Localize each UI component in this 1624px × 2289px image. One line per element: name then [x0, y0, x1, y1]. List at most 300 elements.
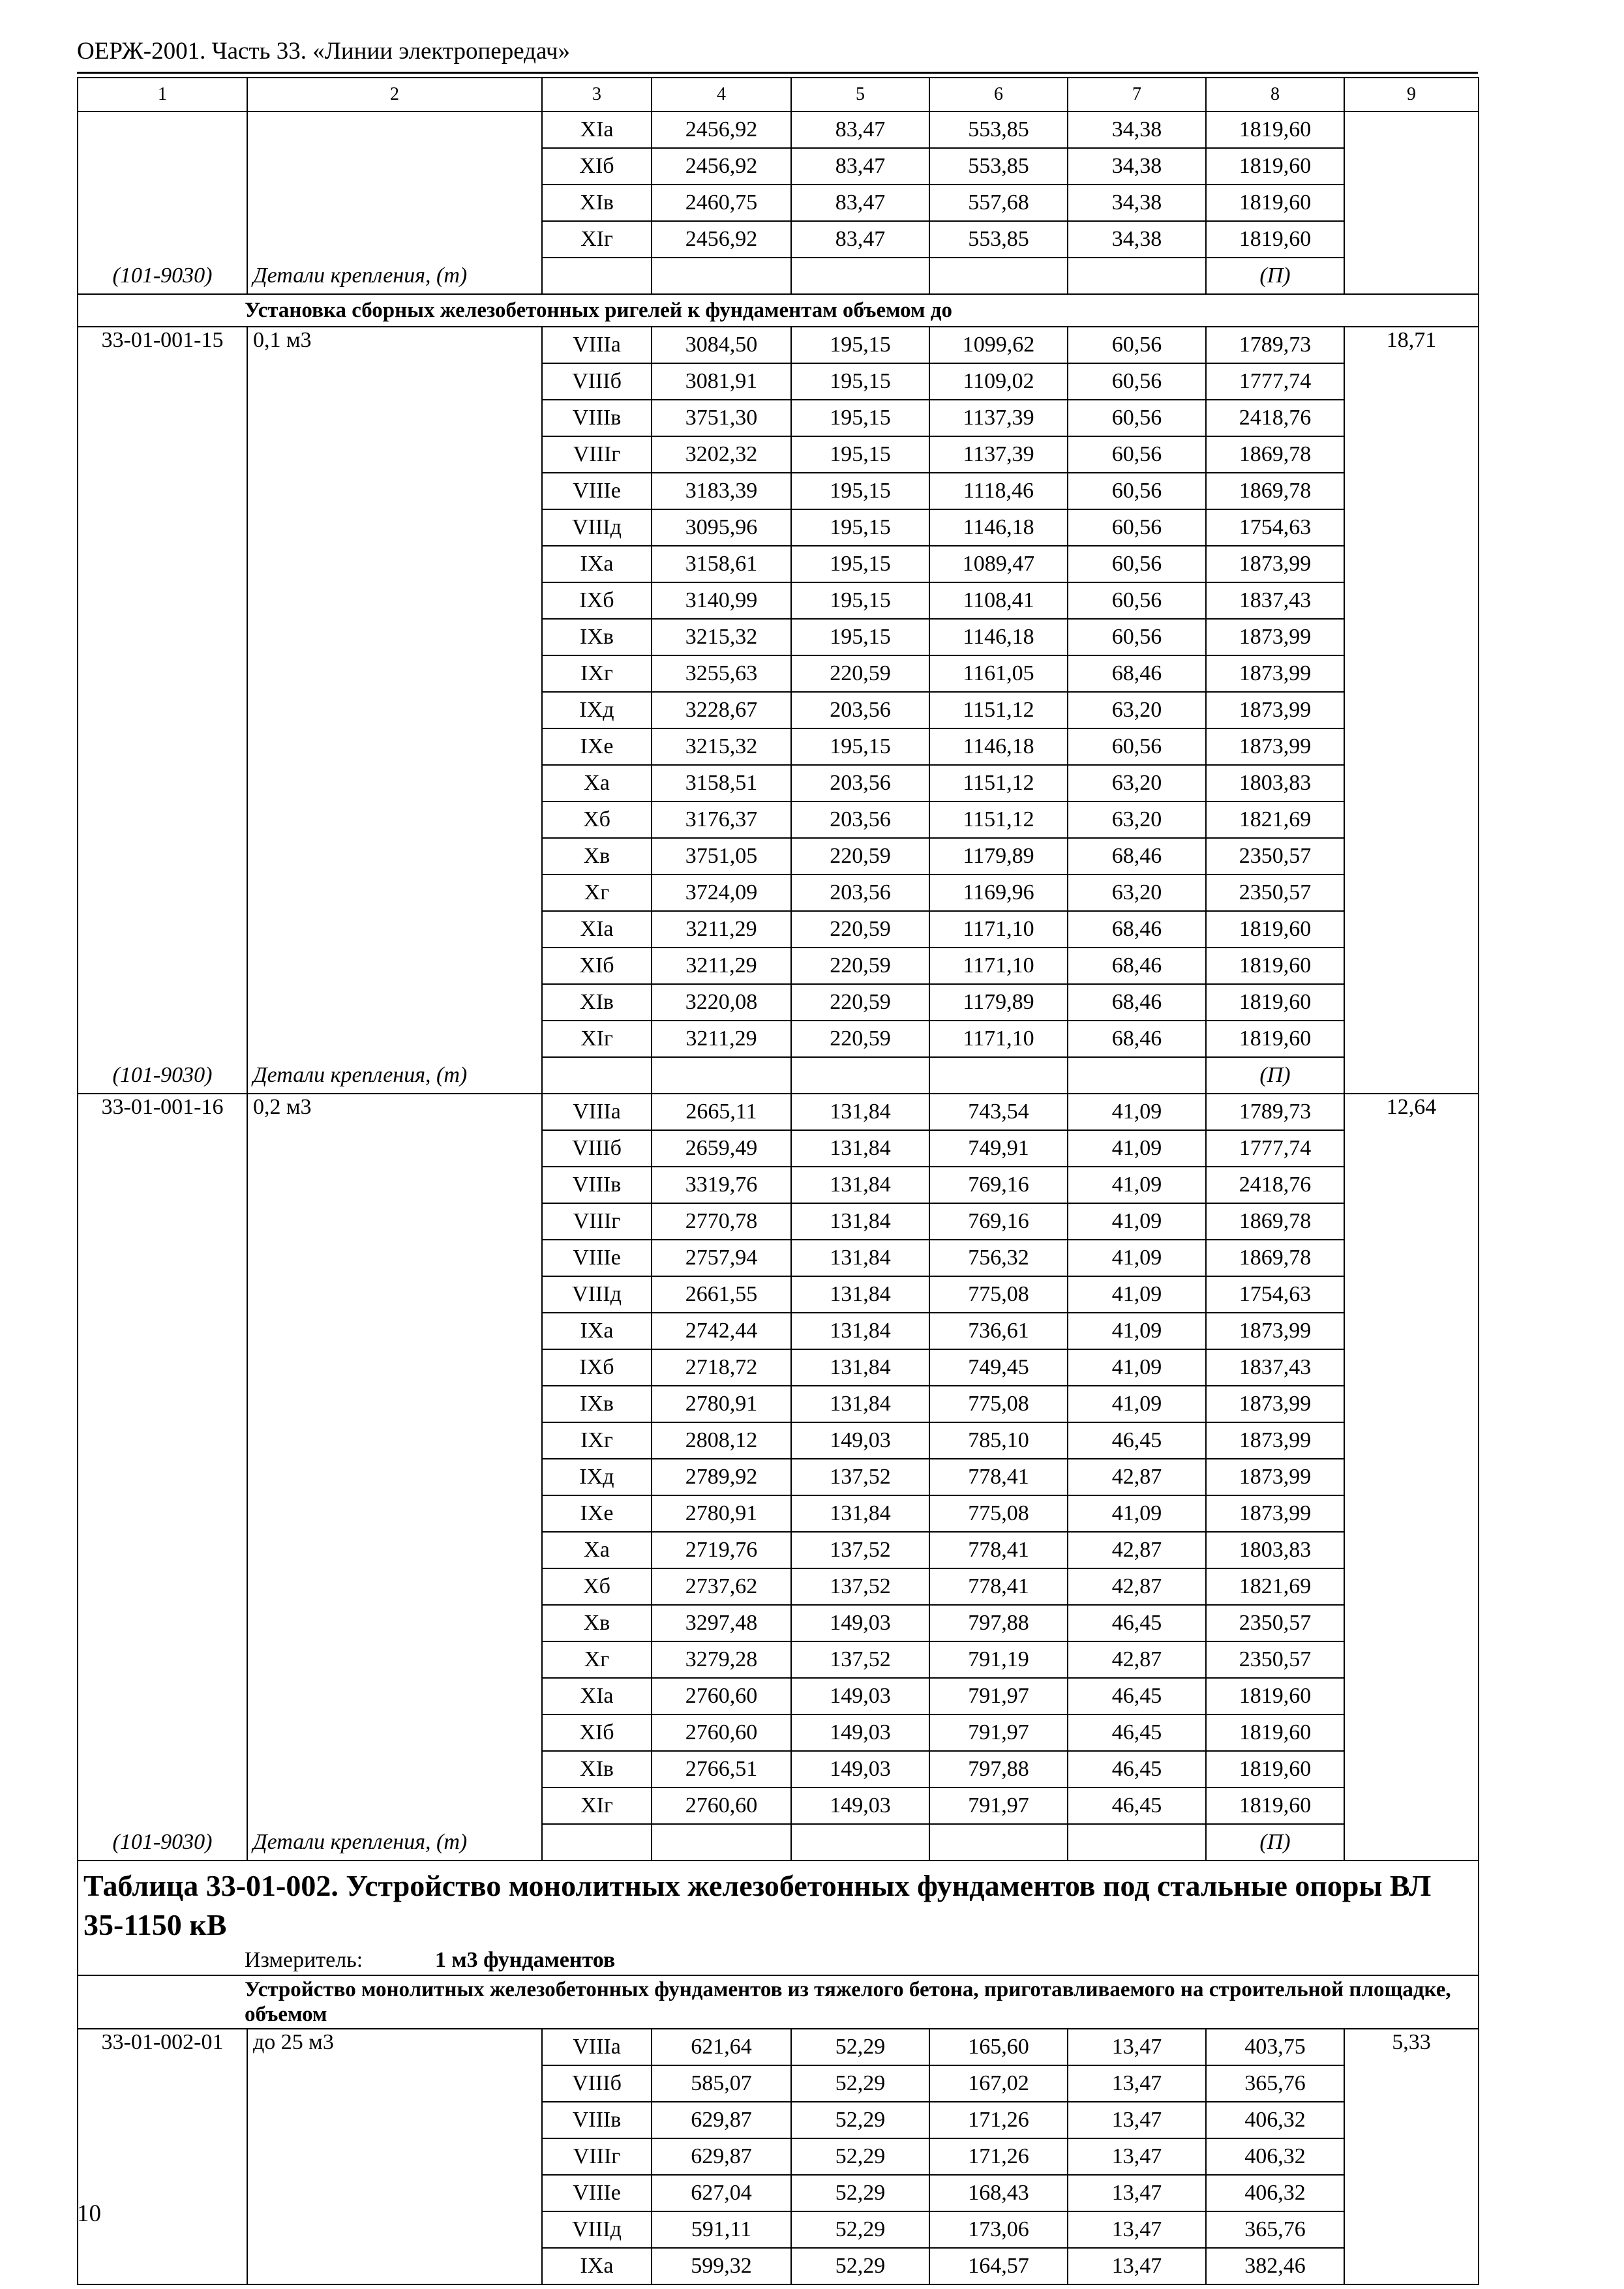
table-row: [78, 1094, 1479, 1130]
labor-cost: [1344, 2175, 1479, 2211]
rate-value: 220,59: [791, 838, 929, 875]
rate-value: 41,09: [1068, 1094, 1206, 1130]
work-name: [247, 2248, 542, 2284]
header-rule: [77, 72, 1478, 74]
table-row: [78, 1714, 1479, 1751]
empty-cell: [1068, 1824, 1206, 1861]
rate-value: 2418,76: [1206, 400, 1344, 436]
region-zone: VIIIе: [542, 1240, 652, 1276]
table-row: [78, 1788, 1479, 1824]
rate-value: 60,56: [1068, 728, 1206, 765]
rate-value: 41,09: [1068, 1130, 1206, 1167]
rate-value: 60,56: [1068, 436, 1206, 473]
table-row: [78, 2175, 1479, 2211]
column-number: 7: [1068, 78, 1206, 112]
region-zone: IXд: [542, 1459, 652, 1495]
work-name: [247, 948, 542, 984]
rate-code: [78, 692, 247, 728]
rate-value: 1151,12: [929, 692, 1068, 728]
empty-cell: [1068, 258, 1206, 294]
rate-code: [78, 911, 247, 948]
rate-code: [78, 1568, 247, 1605]
labor-cost: [1344, 1495, 1479, 1532]
rate-code: [78, 185, 247, 221]
rate-value: 3081,91: [652, 363, 791, 400]
region-zone: VIIIд: [542, 1276, 652, 1313]
table-row: [78, 148, 1479, 185]
rate-value: 149,03: [791, 1788, 929, 1824]
rate-value: 1179,89: [929, 984, 1068, 1021]
work-name: [247, 436, 542, 473]
page-header-title: ОЕРЖ-2001. Часть 33. «Линии электропередач»: [77, 38, 571, 65]
rate-value: 2719,76: [652, 1532, 791, 1568]
rate-value: 775,08: [929, 1495, 1068, 1532]
rates-table: [77, 77, 1479, 2285]
rate-value: 34,38: [1068, 148, 1206, 185]
rate-value: 2350,57: [1206, 1605, 1344, 1641]
section2-caption: Устройство монолитных железобетонных фундаментов из тяжелого бетона, приготавливаемого на строительной площадке, объемом: [78, 1975, 1479, 2029]
rate-value: 60,56: [1068, 619, 1206, 655]
rate-value: 2770,78: [652, 1203, 791, 1240]
table-row: [78, 619, 1479, 655]
table-row: [78, 509, 1479, 546]
rate-value: 791,97: [929, 1788, 1068, 1824]
rate-value: 1146,18: [929, 728, 1068, 765]
table2-title: Таблица 33-01-002. Устройство монолитных железобетонных фундаментов под стальные опоры ВЛ 35-1150 кВ: [78, 1861, 1479, 1946]
rate-value: 627,04: [652, 2175, 791, 2211]
fastener-unit: (П): [1206, 258, 1344, 294]
region-zone: XIв: [542, 185, 652, 221]
rate-code: [78, 1240, 247, 1276]
measure-row: [78, 1946, 1479, 1975]
rate-value: 1754,63: [1206, 509, 1344, 546]
work-name: 0,2 м3: [247, 1094, 542, 1130]
rate-value: 1803,83: [1206, 765, 1344, 801]
rate-value: 2665,11: [652, 1094, 791, 1130]
table-row: [78, 582, 1479, 619]
rate-code: [78, 546, 247, 582]
rate-code: 33-01-001-16: [78, 1094, 247, 1130]
work-name: [247, 2175, 542, 2211]
rate-code: [78, 1349, 247, 1386]
fastener-label: Детали крепления, (т): [247, 258, 542, 294]
rate-value: 365,76: [1206, 2065, 1344, 2102]
rate-value: 629,87: [652, 2102, 791, 2138]
rate-value: 42,87: [1068, 1532, 1206, 1568]
rate-value: 60,56: [1068, 327, 1206, 363]
labor-cost: [1344, 582, 1479, 619]
table-row: [78, 2029, 1479, 2065]
region-zone: VIIIг: [542, 2138, 652, 2175]
rate-value: 3751,05: [652, 838, 791, 875]
rate-value: 68,46: [1068, 911, 1206, 948]
table-row: [78, 400, 1479, 436]
rate-value: 797,88: [929, 1751, 1068, 1788]
rate-code: [78, 765, 247, 801]
work-name: до 25 м3: [247, 2029, 542, 2065]
labor-cost: [1344, 1349, 1479, 1386]
rate-value: 13,47: [1068, 2248, 1206, 2284]
table-row: [78, 2065, 1479, 2102]
labor-cost: [1344, 1386, 1479, 1422]
work-name: [247, 185, 542, 221]
rate-value: 791,19: [929, 1641, 1068, 1678]
region-zone: VIIIа: [542, 327, 652, 363]
rate-value: 220,59: [791, 1021, 929, 1057]
rate-value: 1099,62: [929, 327, 1068, 363]
rate-value: 778,41: [929, 1532, 1068, 1568]
region-zone: VIIIе: [542, 473, 652, 509]
rate-value: 3255,63: [652, 655, 791, 692]
rate-value: 149,03: [791, 1714, 929, 1751]
table-row: [78, 1203, 1479, 1240]
labor-cost: [1344, 875, 1479, 911]
rate-code: [78, 838, 247, 875]
rate-value: 83,47: [791, 185, 929, 221]
rate-value: 195,15: [791, 473, 929, 509]
table-row: [78, 185, 1479, 221]
labor-cost: 18,71: [1344, 327, 1479, 363]
rate-code: [78, 221, 247, 258]
rate-code: [78, 984, 247, 1021]
region-zone: IXа: [542, 1313, 652, 1349]
fastener-unit: (П): [1206, 1057, 1344, 1094]
fastener-code: (101-9030): [78, 258, 247, 294]
rate-value: 1819,60: [1206, 1751, 1344, 1788]
rate-value: 1171,10: [929, 911, 1068, 948]
rate-value: 3095,96: [652, 509, 791, 546]
rate-value: 1089,47: [929, 546, 1068, 582]
region-zone: XIг: [542, 1788, 652, 1824]
rate-value: 52,29: [791, 2248, 929, 2284]
rate-value: 46,45: [1068, 1678, 1206, 1714]
rate-value: 2757,94: [652, 1240, 791, 1276]
rate-code: [78, 436, 247, 473]
work-name: [247, 1313, 542, 1349]
rate-code: [78, 1678, 247, 1714]
work-name: [247, 473, 542, 509]
rate-value: 13,47: [1068, 2175, 1206, 2211]
rate-value: 778,41: [929, 1459, 1068, 1495]
labor-cost: [1344, 436, 1479, 473]
rate-value: 195,15: [791, 400, 929, 436]
work-name: [247, 2102, 542, 2138]
table-row: [78, 875, 1479, 911]
labor-cost: [1344, 363, 1479, 400]
region-zone: VIIIд: [542, 509, 652, 546]
rate-value: 1869,78: [1206, 436, 1344, 473]
work-name: [247, 1751, 542, 1788]
region-zone: XIг: [542, 221, 652, 258]
region-zone: IXб: [542, 1349, 652, 1386]
work-name: [247, 1532, 542, 1568]
rate-value: 137,52: [791, 1568, 929, 1605]
rate-code: [78, 363, 247, 400]
rate-code: [78, 112, 247, 148]
rate-code: [78, 875, 247, 911]
region-zone: VIIIг: [542, 436, 652, 473]
column-number-row: [78, 78, 1479, 112]
rate-value: 1179,89: [929, 838, 1068, 875]
rate-value: 1819,60: [1206, 911, 1344, 948]
region-zone: IXе: [542, 1495, 652, 1532]
region-zone: VIIIа: [542, 1094, 652, 1130]
region-zone: Xг: [542, 1641, 652, 1678]
rate-value: 591,11: [652, 2211, 791, 2248]
rate-value: 13,47: [1068, 2065, 1206, 2102]
rate-value: 2737,62: [652, 1568, 791, 1605]
rate-value: 406,32: [1206, 2138, 1344, 2175]
rate-value: 167,02: [929, 2065, 1068, 2102]
table-row: [78, 838, 1479, 875]
rate-code: 33-01-002-01: [78, 2029, 247, 2065]
labor-cost: [1344, 1167, 1479, 1203]
rate-value: 1118,46: [929, 473, 1068, 509]
table-row: [78, 2138, 1479, 2175]
work-name: [247, 1349, 542, 1386]
region-zone: XIв: [542, 984, 652, 1021]
rate-code: [78, 1641, 247, 1678]
rate-value: 2350,57: [1206, 1641, 1344, 1678]
labor-cost: [1344, 619, 1479, 655]
rate-value: 3220,08: [652, 984, 791, 1021]
rate-value: 1754,63: [1206, 1276, 1344, 1313]
rate-code: [78, 1605, 247, 1641]
empty-cell: [791, 1057, 929, 1094]
rate-value: 3319,76: [652, 1167, 791, 1203]
rate-value: 149,03: [791, 1422, 929, 1459]
work-name: [247, 509, 542, 546]
region-zone: VIIIв: [542, 400, 652, 436]
rate-value: 171,26: [929, 2102, 1068, 2138]
rate-value: 52,29: [791, 2029, 929, 2065]
work-name: [247, 1714, 542, 1751]
rate-value: 1869,78: [1206, 473, 1344, 509]
rate-value: 769,16: [929, 1203, 1068, 1240]
table-row: [78, 1751, 1479, 1788]
rate-value: 3297,48: [652, 1605, 791, 1641]
table-row: [78, 1459, 1479, 1495]
rate-value: 13,47: [1068, 2211, 1206, 2248]
rate-value: 1819,60: [1206, 221, 1344, 258]
rate-value: 60,56: [1068, 363, 1206, 400]
table-row: [78, 1678, 1479, 1714]
rate-value: 2456,92: [652, 221, 791, 258]
labor-cost: 5,33: [1344, 2029, 1479, 2065]
rate-value: 778,41: [929, 1568, 1068, 1605]
labor-cost: [1344, 801, 1479, 838]
rate-code: [78, 473, 247, 509]
region-zone: XIв: [542, 1751, 652, 1788]
region-zone: Xб: [542, 801, 652, 838]
table-row: [78, 655, 1479, 692]
labor-cost: [1344, 2211, 1479, 2248]
labor-cost: [1344, 765, 1479, 801]
region-zone: VIIIв: [542, 2102, 652, 2138]
page-number: 10: [77, 2200, 101, 2227]
region-zone: VIIIе: [542, 2175, 652, 2211]
rate-value: 164,57: [929, 2248, 1068, 2284]
rate-value: 1873,99: [1206, 728, 1344, 765]
rate-value: 42,87: [1068, 1641, 1206, 1678]
work-name: [247, 2065, 542, 2102]
rate-value: 60,56: [1068, 546, 1206, 582]
rate-value: 1873,99: [1206, 1459, 1344, 1495]
rate-value: 60,56: [1068, 400, 1206, 436]
rate-value: 1777,74: [1206, 1130, 1344, 1167]
rate-value: 756,32: [929, 1240, 1068, 1276]
table-row: [78, 1495, 1479, 1532]
rate-value: 557,68: [929, 185, 1068, 221]
rate-value: 2780,91: [652, 1495, 791, 1532]
rate-code: [78, 1459, 247, 1495]
table-row: [78, 1422, 1479, 1459]
rate-value: 52,29: [791, 2175, 929, 2211]
table-row: [78, 1605, 1479, 1641]
rate-value: 41,09: [1068, 1313, 1206, 1349]
rate-code: 33-01-001-15: [78, 327, 247, 363]
empty-cell: [1068, 1057, 1206, 1094]
rate-value: 46,45: [1068, 1605, 1206, 1641]
rate-value: 365,76: [1206, 2211, 1344, 2248]
rate-value: 3279,28: [652, 1641, 791, 1678]
rate-code: [78, 948, 247, 984]
table-row: [78, 692, 1479, 728]
labor-cost: [1344, 1459, 1479, 1495]
work-name: [247, 1788, 542, 1824]
rate-code: [78, 1130, 247, 1167]
rate-value: 1837,43: [1206, 582, 1344, 619]
labor-cost: [1344, 400, 1479, 436]
rate-value: 195,15: [791, 436, 929, 473]
work-name: [247, 692, 542, 728]
rate-value: 1169,96: [929, 875, 1068, 911]
rate-value: 46,45: [1068, 1714, 1206, 1751]
rate-value: 149,03: [791, 1678, 929, 1714]
rate-code: [78, 2102, 247, 2138]
labor-cost: [1344, 1422, 1479, 1459]
table-row: [78, 1532, 1479, 1568]
rate-value: 63,20: [1068, 765, 1206, 801]
empty-cell: [929, 1824, 1068, 1861]
labor-cost: [1344, 2138, 1479, 2175]
table-row: [78, 2211, 1479, 2248]
rate-code: [78, 801, 247, 838]
labor-cost: [1344, 148, 1479, 185]
rate-value: 2456,92: [652, 112, 791, 148]
rate-value: 2760,60: [652, 1788, 791, 1824]
rate-value: 2760,60: [652, 1714, 791, 1751]
empty-cell: [542, 258, 652, 294]
rate-value: 629,87: [652, 2138, 791, 2175]
rate-value: 34,38: [1068, 112, 1206, 148]
rate-code: [78, 1276, 247, 1313]
rate-value: 1873,99: [1206, 619, 1344, 655]
rate-value: 13,47: [1068, 2138, 1206, 2175]
rate-value: 3751,30: [652, 400, 791, 436]
rate-value: 791,97: [929, 1678, 1068, 1714]
rate-value: 137,52: [791, 1532, 929, 1568]
labor-cost: [1344, 728, 1479, 765]
rate-value: 2760,60: [652, 1678, 791, 1714]
region-zone: IXе: [542, 728, 652, 765]
rate-code: [78, 1532, 247, 1568]
labor-cost: [1344, 1678, 1479, 1714]
rate-value: 41,09: [1068, 1349, 1206, 1386]
rate-code: [78, 619, 247, 655]
rate-value: 1137,39: [929, 400, 1068, 436]
rate-value: 2742,44: [652, 1313, 791, 1349]
table-row: [78, 473, 1479, 509]
rate-value: 2808,12: [652, 1422, 791, 1459]
labor-cost: [1344, 1568, 1479, 1605]
work-name: [247, 2138, 542, 2175]
labor-cost: [1344, 1313, 1479, 1349]
work-name: [247, 1641, 542, 1678]
rate-value: 1109,02: [929, 363, 1068, 400]
rate-value: 1819,60: [1206, 1021, 1344, 1057]
rate-value: 131,84: [791, 1276, 929, 1313]
table-row: [78, 1568, 1479, 1605]
rate-value: 41,09: [1068, 1167, 1206, 1203]
table-row: [78, 1167, 1479, 1203]
column-number: 4: [652, 78, 791, 112]
table-row: [78, 984, 1479, 1021]
table2-title-row: [78, 1861, 1479, 1946]
labor-cost: [1344, 911, 1479, 948]
labor-cost: [1344, 473, 1479, 509]
rate-value: 1151,12: [929, 765, 1068, 801]
rate-value: 3724,09: [652, 875, 791, 911]
work-name: [247, 582, 542, 619]
column-number: 1: [78, 78, 247, 112]
labor-cost: [1344, 1240, 1479, 1276]
section-caption: Установка сборных железобетонных ригелей к фундаментам объемом до: [78, 294, 1479, 327]
work-name: [247, 911, 542, 948]
labor-cost: [1344, 692, 1479, 728]
work-name: [247, 221, 542, 258]
rate-value: 220,59: [791, 911, 929, 948]
rate-value: 1869,78: [1206, 1203, 1344, 1240]
region-zone: XIб: [542, 1714, 652, 1751]
rate-value: 1873,99: [1206, 1422, 1344, 1459]
region-zone: IXв: [542, 619, 652, 655]
region-zone: XIг: [542, 1021, 652, 1057]
labor-cost: [1344, 838, 1479, 875]
rate-value: 131,84: [791, 1313, 929, 1349]
rate-value: 553,85: [929, 112, 1068, 148]
rate-code: [78, 582, 247, 619]
table-row: [78, 1130, 1479, 1167]
rate-value: 149,03: [791, 1605, 929, 1641]
work-name: [247, 1130, 542, 1167]
rate-code: [78, 1495, 247, 1532]
rate-value: 2350,57: [1206, 838, 1344, 875]
fastener-row: [78, 1824, 1479, 1861]
rate-value: 13,47: [1068, 2102, 1206, 2138]
rate-value: 1151,12: [929, 801, 1068, 838]
rate-value: 131,84: [791, 1167, 929, 1203]
rate-value: 195,15: [791, 327, 929, 363]
rate-value: 131,84: [791, 1130, 929, 1167]
work-name: 0,1 м3: [247, 327, 542, 363]
region-zone: IXд: [542, 692, 652, 728]
rate-value: 621,64: [652, 2029, 791, 2065]
work-name: [247, 112, 542, 148]
rate-value: 553,85: [929, 221, 1068, 258]
labor-cost: [1344, 221, 1479, 258]
measure-value: 1 м3 фундаментов: [435, 1948, 616, 1972]
